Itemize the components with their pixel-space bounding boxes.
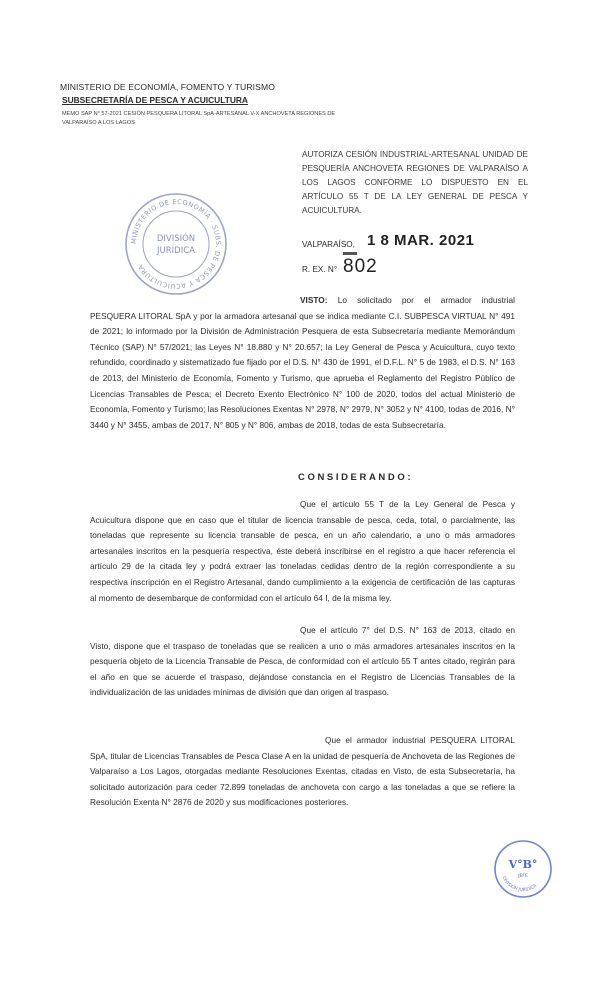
vobo-stamp xyxy=(492,838,554,900)
rex-label: R. EX. N° xyxy=(302,265,338,274)
visto-paragraph xyxy=(90,293,515,433)
vobo-ring-text: DIVISIÓN JURÍDICA xyxy=(500,875,538,894)
svg-text:MINISTERIO DE ECONOMÍA · SUBS. xyxy=(130,198,222,290)
division-juridica-stamp xyxy=(122,190,230,298)
handwritten-mark xyxy=(343,252,357,255)
considerando-paragraph-2: Que el artículo 7° del D.S. N° 163 de 2013, citado en Visto, dispone que el traspaso de toneladas que se realicen a uno o más armadores artesanales inscritos en la pesquería objeto de la Licencia Transable de Pesca, de conformidad con el artículo 55 T antes citado, regirán para el año en que se acuerde el traspaso, dejándose constancia en el Registro de Licencias Transables de la individualización de las unidades mínimas de división que dan origen al traspaso. xyxy=(90,625,515,698)
stamp-line-2: JURÍDICA xyxy=(157,246,195,256)
vobo-sub: JEFE xyxy=(518,874,528,879)
ministry-heading: MINISTERIO DE ECONOMÍA, FOMENTO Y TURISMO xyxy=(60,82,275,92)
memo-reference: MEMO SAP N° 57-2021 CESIÓN PESQUERA LITORAL SpA-ARTESANAL V-X ANCHOVETA REGIONES DE VALPARAÍSO A LOS LAGOS xyxy=(62,111,336,126)
resolution-subject: AUTORIZA CESIÓN INDUSTRIAL-ARTESANAL UNIDAD DE PESQUERÍA ANCHOVETA REGIONES DE VALPARAÍSO A LOS LAGOS CONFORME LO DISPUESTO EN EL ARTÍCULO 55 T DE LA LEY GENERAL DE PESCA Y ACUICULTURA. xyxy=(302,150,528,215)
visto-label: VISTO: xyxy=(300,295,328,305)
visto-text: Lo solicitado por el armador industrial PESQUERA LITORAL SpA y por la armadora artesanal que se indica mediante C.I. SUBPESCA VIRTUAL N° 491 de 2021; lo informado por la División de Administración Pesquera de esta Subsecretaría mediante Memorándum Técnico (SAP) N° 57/2021; las Leyes N° 18.880 y N° 20.657; la Ley General de Pesca y Acuicultura, cuyo texto refundido, coordinado y sistematizado fue fijado por el D.S. N° 430 de 1991, el D.F.L. N° 5 de 1983, el D.S. N° 163 de 2013, del Ministerio de Economía, Fomento y Turismo, que aprueba el Reglamento del Registro Público de Licencias Transables de Pesca; el Decreto Exento Electrónico N° 100 de 2020, todos del actual Ministerio de Economía, Fomento y Turismo; las Resoluciones Exentas N° 2978, N° 2979, N° 3052 y N° 4100, todas de 2016, N° 3440 y N° 3455, ambas de 2017, N° 805 y N° 806, ambas de 2018, todas de esta Subsecretaría. xyxy=(90,295,515,430)
considerando-paragraph-3: Que el armador industrial PESQUERA LITORAL SpA, titular de Licencias Transables de Pesca Clase A en la unidad de pesquería de Anchoveta de las Regiones de Valparaíso a Los Lagos, otorgadas mediante Resoluciones Exentas, citadas en Visto, de esta Subsecretaría, ha solicitado autorización para ceder 72.899 toneladas de anchoveta con cargo a las toneladas a que se refiere la Resolución Exenta N° 2876 de 2020 y sus modificaciones posteriores. xyxy=(90,735,515,808)
rex-number: 802 xyxy=(343,256,378,277)
subsecretaria-heading: SUBSECRETARÍA DE PESCA Y ACUICULTURA xyxy=(62,95,248,105)
considerando-paragraph-1: Que el artículo 55 T de la Ley General de Pesca y Acuicultura dispone que en caso que el titular de licencia transable de pesca, ceda, total, o parcialmente, las toneladas que represente su licencia transable de pesca, en un año calendario, a uno o más armadores artesanales inscritos en la pesquería respectiva, éste deberá inscribirse en el registro a que hacer referencia el artículo 29 de la citada ley y podrá extraer las toneladas cedidas dentro de la región correspondiente a su respectiva inscripción en el Registro Artesanal, dando cumplimiento a la exigencia de certificación de las capturas al momento de desembarque de conformidad con el artículo 64 I, de la misma ley. xyxy=(90,499,515,603)
resolution-date: 1 8 MAR. 2021 xyxy=(367,232,475,249)
stamp-line-1: DIVISIÓN xyxy=(156,234,196,244)
vobo-mark: V°B° xyxy=(508,858,538,871)
stamp-ring-text: MINISTERIO DE ECONOMÍA · SUBS. DE PESCA Y ACUICULTURA xyxy=(129,197,223,291)
considerando-title: CONSIDERANDO: xyxy=(298,472,414,483)
place-label: VALPARAÍSO, xyxy=(302,240,355,249)
